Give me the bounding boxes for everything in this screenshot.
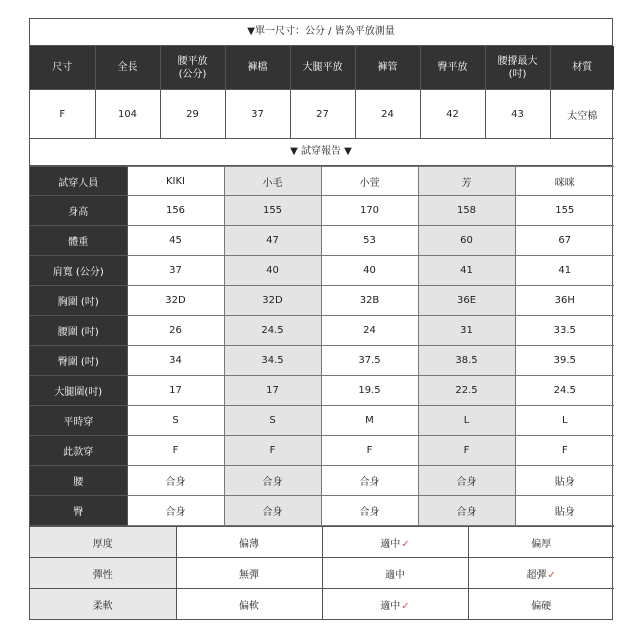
fitting-row-label: 大腿圍(吋)	[30, 376, 127, 406]
fitting-cell: L	[515, 406, 614, 436]
material-option	[468, 558, 614, 589]
fitting-row-label: 臀	[30, 496, 127, 526]
fitting-cell: 合身	[321, 496, 418, 526]
check-icon: ✓	[401, 600, 410, 612]
fitting-cell: 170	[321, 196, 418, 226]
fitting-cell: 37	[127, 256, 224, 286]
fitting-row-label: 臀圍 (吋)	[30, 346, 127, 376]
fitting-cell: 40	[224, 256, 321, 286]
fitting-cell: L	[418, 406, 515, 436]
size-header-cell: 尺寸	[30, 46, 95, 90]
fitting-cell: 24.5	[224, 316, 321, 346]
fitting-cell: 合身	[224, 466, 321, 496]
tester-name: 小毛	[224, 167, 321, 196]
fitting-cell: S	[224, 406, 321, 436]
fitting-cell: 34.5	[224, 346, 321, 376]
material-row-label: 柔軟	[30, 589, 176, 620]
fitting-cell: 31	[418, 316, 515, 346]
fitting-cell: 33.5	[515, 316, 614, 346]
size-value-cell: 43	[485, 90, 550, 139]
fitting-cell: 合身	[127, 466, 224, 496]
fitting-cell: 17	[127, 376, 224, 406]
fitting-cell: 38.5	[418, 346, 515, 376]
fitting-row	[30, 316, 614, 346]
tester-name: 小萱	[321, 167, 418, 196]
material-table	[30, 526, 614, 619]
material-option	[322, 589, 468, 620]
fitting-cell: 貼身	[515, 466, 614, 496]
material-option-label: 偏硬	[531, 600, 552, 612]
fitting-cell: 32D	[127, 286, 224, 316]
size-value-cell: 27	[290, 90, 355, 139]
fitting-cell: 40	[321, 256, 418, 286]
fitting-cell: 53	[321, 226, 418, 256]
material-row	[30, 527, 614, 558]
fitting-cell: 貼身	[515, 496, 614, 526]
check-icon: ✓	[401, 538, 410, 550]
material-option	[468, 527, 614, 558]
fitting-cell: 合身	[321, 466, 418, 496]
size-section-title: ▼單一尺寸：公分 / 皆為平放測量	[30, 19, 612, 46]
fitting-cell: 24.5	[515, 376, 614, 406]
fitting-cell: 36E	[418, 286, 515, 316]
fitting-row	[30, 346, 614, 376]
size-value-row	[30, 90, 614, 139]
fitting-row	[30, 466, 614, 496]
fitting-row	[30, 436, 614, 466]
fitting-cell: 41	[515, 256, 614, 286]
fitting-row-label: 腰	[30, 466, 127, 496]
fitting-cell: 34	[127, 346, 224, 376]
size-header-cell: 臀平放	[420, 46, 485, 90]
fitting-cell: F	[224, 436, 321, 466]
size-value-cell: 37	[225, 90, 290, 139]
fitting-cell: 19.5	[321, 376, 418, 406]
fitting-cell: 24	[321, 316, 418, 346]
fitting-cell: 合身	[418, 496, 515, 526]
fitting-cell: 156	[127, 196, 224, 226]
material-option-label: 偏軟	[239, 600, 259, 612]
size-value-cell: 42	[420, 90, 485, 139]
fitting-row	[30, 226, 614, 256]
tester-name: 芳	[418, 167, 515, 196]
size-header-cell: 材質	[550, 46, 614, 90]
fitting-cell: 39.5	[515, 346, 614, 376]
size-header-cell: 腰撐最大 (吋)	[485, 46, 550, 90]
size-chart	[29, 18, 613, 620]
fitting-cell: 37.5	[321, 346, 418, 376]
fitting-table	[30, 166, 614, 526]
fitting-row-label: 身高	[30, 196, 127, 226]
material-option	[176, 589, 322, 620]
fitting-row-label: 體重	[30, 226, 127, 256]
fitting-row	[30, 167, 614, 196]
size-value-cell: 24	[355, 90, 420, 139]
fitting-row	[30, 376, 614, 406]
material-option	[322, 558, 468, 589]
size-header-cell: 褲檔	[225, 46, 290, 90]
fitting-row	[30, 196, 614, 226]
fitting-cell: F	[127, 436, 224, 466]
fitting-cell: 合身	[127, 496, 224, 526]
fitting-cell: 17	[224, 376, 321, 406]
fitting-row-label: 胸圍 (吋)	[30, 286, 127, 316]
fitting-cell: 45	[127, 226, 224, 256]
size-table	[30, 46, 614, 139]
fitting-cell: F	[321, 436, 418, 466]
size-value-cell: 29	[160, 90, 225, 139]
size-value-cell: 104	[95, 90, 160, 139]
material-option-label: 適中	[380, 600, 401, 612]
fitting-cell: M	[321, 406, 418, 436]
size-value-cell: F	[30, 90, 95, 139]
material-row	[30, 558, 614, 589]
fitting-section-title: ▼ 試穿報告 ▼	[30, 139, 612, 166]
tester-name: 咪咪	[515, 167, 614, 196]
material-option-label: 適中	[385, 569, 405, 581]
check-icon: ✓	[547, 569, 556, 581]
fitting-cell: S	[127, 406, 224, 436]
material-row-label: 厚度	[30, 527, 176, 558]
fitting-cell: 67	[515, 226, 614, 256]
fitting-cell: F	[418, 436, 515, 466]
fitting-cell: 22.5	[418, 376, 515, 406]
fitting-cell: 合身	[224, 496, 321, 526]
fitting-cell: 26	[127, 316, 224, 346]
material-option	[468, 589, 614, 620]
fitting-row	[30, 256, 614, 286]
fitting-cell: 158	[418, 196, 515, 226]
fitting-row-label: 腰圍 (吋)	[30, 316, 127, 346]
fitting-row-label: 試穿人員	[30, 167, 127, 196]
material-option-label: 適中	[380, 538, 401, 550]
fitting-row-label: 平時穿	[30, 406, 127, 436]
size-header-cell: 大腿平放	[290, 46, 355, 90]
fitting-row	[30, 286, 614, 316]
material-row	[30, 589, 614, 620]
fitting-row	[30, 496, 614, 526]
fitting-cell: 60	[418, 226, 515, 256]
size-header-cell: 褲管	[355, 46, 420, 90]
material-option-label: 無彈	[239, 569, 259, 581]
material-option	[322, 527, 468, 558]
material-option-label: 超彈	[526, 569, 547, 581]
material-option-label: 偏薄	[239, 538, 259, 550]
fitting-row-label: 此款穿	[30, 436, 127, 466]
fitting-cell: 155	[515, 196, 614, 226]
fitting-cell: 32B	[321, 286, 418, 316]
material-option-label: 偏厚	[531, 538, 552, 550]
size-header-row	[30, 46, 614, 90]
size-header-cell: 腰平放 (公分)	[160, 46, 225, 90]
material-row-label: 彈性	[30, 558, 176, 589]
fitting-cell: 36H	[515, 286, 614, 316]
fitting-cell: F	[515, 436, 614, 466]
material-option	[176, 527, 322, 558]
fitting-cell: 155	[224, 196, 321, 226]
fitting-cell: 合身	[418, 466, 515, 496]
fitting-cell: 47	[224, 226, 321, 256]
fitting-cell: 32D	[224, 286, 321, 316]
fitting-row	[30, 406, 614, 436]
material-option	[176, 558, 322, 589]
size-value-cell: 太空棉	[550, 90, 614, 139]
fitting-row-label: 肩寬 (公分)	[30, 256, 127, 286]
size-header-cell: 全長	[95, 46, 160, 90]
tester-name: KIKI	[127, 167, 224, 196]
fitting-cell: 41	[418, 256, 515, 286]
